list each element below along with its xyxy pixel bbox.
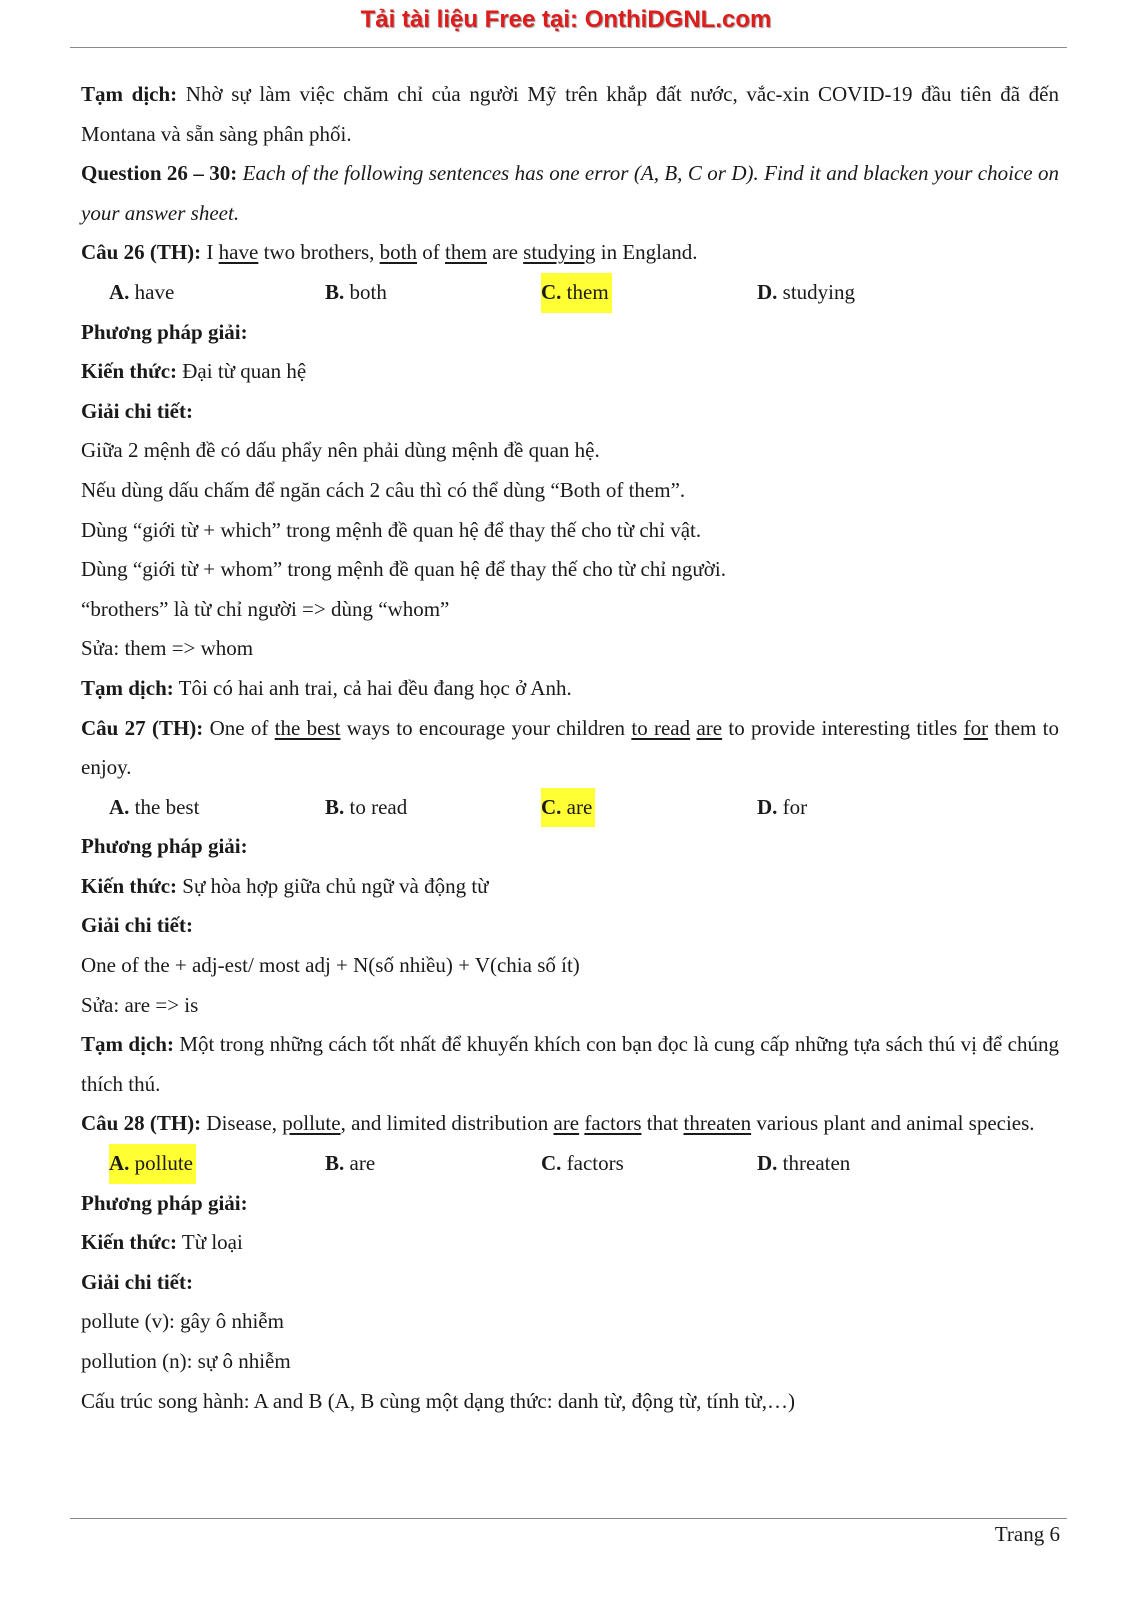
header-divider: [70, 47, 1067, 48]
question-text: to provide interesting titles: [722, 715, 964, 740]
question-28: [81, 1104, 1059, 1144]
option-text: them: [561, 279, 609, 304]
option-a-correct[interactable]: [109, 1144, 196, 1184]
translation-text: Nhờ sự làm việc chăm chỉ của người Mỹ trên khắp đất nước, vắc-xin COVID-19 đầu tiên đã đến Montana và sẵn sàng phân phối.: [81, 82, 1059, 146]
document-body: [81, 75, 1059, 1421]
option-letter: C.: [541, 1151, 562, 1176]
explanation-line: Nếu dùng dấu chấm để ngăn cách 2 câu thì có thể dùng “Both of them”.: [81, 477, 686, 502]
option-c-correct[interactable]: [541, 273, 612, 313]
knowledge-label: Kiến thức:: [81, 873, 178, 898]
translation-line: [81, 1025, 1059, 1104]
underlined-b: to read: [631, 715, 691, 740]
intro-translation: [81, 75, 1059, 154]
question-text: in England.: [595, 240, 698, 265]
translation-label: Tạm dịch:: [81, 675, 174, 700]
knowledge-text: Từ loại: [177, 1230, 243, 1255]
explanation-line: “brothers” là từ chỉ người => dùng “whom”: [81, 596, 450, 621]
knowledge-text: Sự hòa hợp giữa chủ ngữ và động từ: [177, 873, 489, 898]
question-text: of: [417, 240, 445, 265]
option-letter: B.: [325, 794, 345, 819]
answer-options: [81, 1144, 1059, 1184]
option-text: for: [777, 794, 808, 819]
option-d[interactable]: [757, 273, 855, 313]
answer-options: [81, 273, 1059, 313]
option-letter: A.: [109, 794, 130, 819]
knowledge-label: Kiến thức:: [81, 359, 178, 384]
option-text: the best: [129, 794, 200, 819]
option-text: to read: [344, 794, 408, 819]
detail-heading: Giải chi tiết:: [81, 913, 193, 938]
option-letter: D.: [757, 1151, 778, 1176]
detail-heading: Giải chi tiết:: [81, 398, 193, 423]
question-26: [81, 233, 1059, 273]
section-label: Question 26 – 30:: [81, 161, 238, 186]
option-c-correct[interactable]: [541, 788, 595, 828]
underlined-c: factors: [584, 1111, 642, 1136]
explanation-line: Giữa 2 mệnh đề có dấu phẩy nên phải dùng mệnh đề quan hệ.: [81, 438, 600, 463]
question-text: two brothers,: [258, 240, 380, 265]
option-text: factors: [561, 1151, 624, 1176]
question-label: Câu 26 (TH):: [81, 240, 202, 265]
option-letter: D.: [757, 279, 778, 304]
answer-options: [81, 788, 1059, 828]
option-letter: A.: [109, 1151, 130, 1176]
option-text: have: [129, 279, 175, 304]
question-label: Câu 28 (TH):: [81, 1111, 202, 1136]
method-heading: Phương pháp giải:: [81, 1190, 248, 1215]
detail-heading: Giải chi tiết:: [81, 1269, 193, 1294]
option-d[interactable]: [757, 1144, 850, 1184]
option-text: are: [561, 794, 593, 819]
section-instruction: [81, 154, 1059, 233]
translation-text: Một trong những cách tốt nhất để khuyến khích con bạn đọc là cung cấp những tựa sách thú vị để chúng thích thú.: [81, 1032, 1059, 1096]
translation-text: Tôi có hai anh trai, cả hai đều đang học ở Anh.: [173, 675, 572, 700]
underlined-b: are: [553, 1111, 580, 1136]
explanation-line: One of the + adj-est/ most adj + N(số nhiều) + V(chia số ít): [81, 953, 580, 978]
knowledge-label: Kiến thức:: [81, 1230, 178, 1255]
site-header[interactable]: Tải tài liệu Free tại: OnthiDGNL.com: [360, 6, 772, 33]
translation-label: Tạm dịch:: [81, 82, 178, 106]
explanation-line: Dùng “giới từ + which” trong mệnh đề quan hệ để thay thế cho từ chỉ vật.: [81, 517, 702, 542]
question-text: ways to encourage your children: [340, 715, 632, 740]
underlined-d: threaten: [683, 1111, 752, 1136]
question-text: are: [487, 240, 524, 265]
translation-line: [81, 669, 1059, 709]
explanation-line: Sửa: are => is: [81, 992, 199, 1017]
page-number: Trang 6: [994, 1522, 1060, 1546]
question-label: Câu 27 (TH):: [81, 715, 204, 740]
option-letter: C.: [541, 794, 562, 819]
knowledge-line: [81, 1223, 1059, 1263]
option-d[interactable]: [757, 788, 807, 828]
knowledge-line: [81, 867, 1059, 907]
underlined-a: the best: [274, 715, 341, 740]
option-text: both: [344, 279, 387, 304]
option-letter: B.: [325, 1151, 345, 1176]
explanation-line: pollute (v): gây ô nhiễm: [81, 1309, 284, 1334]
underlined-d: studying: [523, 240, 596, 265]
option-text: threaten: [777, 1151, 851, 1176]
question-text: them to enjoy.: [81, 715, 1060, 780]
option-b[interactable]: [325, 788, 407, 828]
question-text: that: [641, 1111, 684, 1136]
question-text: One of: [203, 715, 275, 740]
underlined-a: have: [218, 240, 259, 265]
option-letter: A.: [109, 279, 130, 304]
underlined-d: for: [963, 715, 989, 740]
explanation-line: Sửa: them => whom: [81, 636, 254, 661]
option-a[interactable]: [109, 788, 199, 828]
underlined-c: them: [445, 240, 487, 265]
option-letter: B.: [325, 279, 345, 304]
option-b[interactable]: [325, 273, 387, 313]
question-text: , and limited distribution: [340, 1111, 554, 1136]
underlined-b: both: [379, 240, 417, 265]
footer-divider: [70, 1518, 1067, 1519]
explanation-line: pollution (n): sự ô nhiễm: [81, 1349, 291, 1373]
knowledge-line: [81, 352, 1059, 392]
instruction-text: Each of the following sentences has one error (A, B, C or D). Find it and blacken your choice on your answer sheet.: [81, 161, 1059, 225]
explanation-line: Cấu trúc song hành: A and B (A, B cùng một dạng thức: danh từ, động từ, tính từ,…): [81, 1388, 795, 1413]
option-c[interactable]: [541, 1144, 624, 1184]
question-text: Disease,: [201, 1111, 283, 1136]
question-27: [81, 709, 1059, 788]
question-text: I: [201, 240, 219, 265]
option-text: are: [344, 1151, 376, 1176]
method-heading: Phương pháp giải:: [81, 319, 248, 344]
method-heading: Phương pháp giải:: [81, 834, 248, 859]
question-text: various plant and animal species.: [751, 1111, 1035, 1136]
underlined-c: are: [696, 715, 723, 740]
option-b[interactable]: [325, 1144, 375, 1184]
option-letter: D.: [757, 794, 778, 819]
translation-label: Tạm dịch:: [81, 1032, 174, 1057]
option-letter: C.: [541, 279, 562, 304]
option-text: pollute: [129, 1151, 193, 1176]
option-text: studying: [777, 279, 856, 304]
explanation-line: Dùng “giới từ + whom” trong mệnh đề quan hệ để thay thế cho từ chỉ người.: [81, 557, 726, 582]
option-a[interactable]: [109, 273, 174, 313]
knowledge-text: Đại từ quan hệ: [177, 359, 307, 384]
underlined-a: pollute: [282, 1111, 341, 1136]
